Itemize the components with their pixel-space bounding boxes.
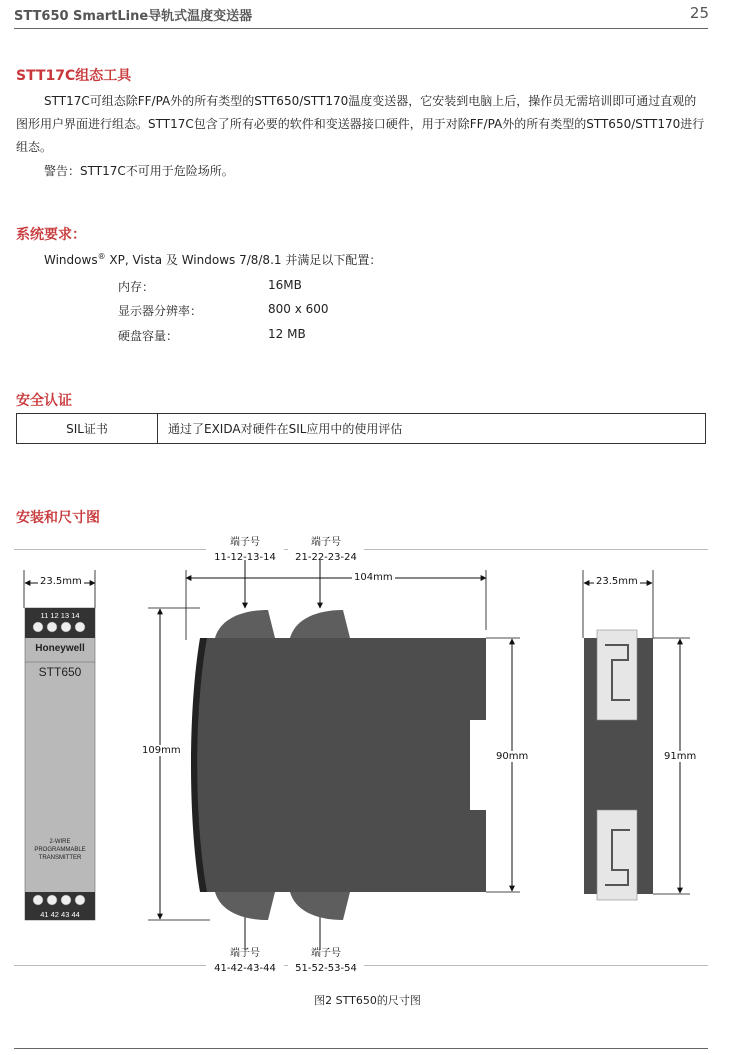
- req-label-display: 显示器分辨率：: [118, 304, 203, 318]
- side-view: [148, 560, 520, 950]
- dim-back-width: 23.5mm: [596, 576, 638, 587]
- sil-cert-text: 通过了EXIDA对硬件在SIL应用中的使用评估: [168, 422, 403, 436]
- front-top-terminal-numbers: 11 12 13 14: [40, 611, 80, 620]
- front-model: STT650: [38, 665, 82, 679]
- front-view: [24, 570, 95, 920]
- dim-back-height: 91mm: [664, 751, 697, 762]
- back-view: [583, 570, 690, 900]
- req-label-memory: 内存：: [118, 280, 155, 294]
- registered-mark: ®: [97, 252, 106, 261]
- page-number: 25: [689, 4, 709, 22]
- req-label-disk: 硬盘容量：: [118, 329, 179, 343]
- intro-windows: Windows: [44, 253, 98, 267]
- req-value-display: 800 x 600: [268, 302, 329, 316]
- terminal-label: 端子号: [230, 948, 260, 959]
- stt17c-description: STT17C可组态除FF/PA外的所有类型的STT650/STT170温度变送器，它安装到电脑上后，操作员无需培训即可通过直观的图形用户界面进行组态。STT17C包含了所有必要的软件和变送器接口硬件，用于对除FF/PA外的所有类型的STT650/STT170进行组态。: [16, 94, 705, 154]
- dim-side-height: 109mm: [142, 745, 181, 756]
- req-value-disk: 12 MB: [268, 327, 306, 341]
- terminal-label: 端子号: [311, 537, 341, 548]
- terminal-numbers: 21-22-23-24: [295, 552, 357, 563]
- front-description: [22, 838, 98, 862]
- dim-side-width: 104mm: [354, 572, 393, 583]
- terminal-numbers: 41-42-43-44: [214, 963, 276, 974]
- sil-cert-label: SIL证书: [17, 414, 158, 443]
- front-desc-line-2: PROGRAMMABLE: [34, 847, 86, 853]
- footer-divider: [14, 1048, 708, 1049]
- system-requirements-intro: [44, 251, 381, 268]
- terminal-numbers: 11-12-13-14: [214, 552, 276, 563]
- section-heading-stt17c: STT17C组态工具: [16, 68, 132, 84]
- figure-caption: 图2 STT650的尺寸图: [314, 994, 421, 1007]
- header-title: STT650 SmartLine导轨式温度变送器: [14, 9, 253, 24]
- dimension-drawing: [0, 560, 735, 960]
- terminal-label: 端子号: [311, 948, 341, 959]
- sil-cert-table: [16, 413, 706, 444]
- stt17c-warning: 警告：STT17C不可用于危险场所。: [44, 164, 234, 178]
- section-heading-dimensions: 安装和尺寸图: [16, 510, 100, 526]
- honeywell-logo: Honeywell: [35, 643, 85, 654]
- front-bottom-terminal-numbers: 41 42 43 44: [40, 910, 80, 919]
- front-desc-line-3: TRANSMITTER: [38, 855, 82, 861]
- terminal-numbers: 51-52-53-54: [295, 963, 357, 974]
- front-desc-line-1: 2-WIRE: [49, 839, 71, 845]
- dim-side-inner-height: 90mm: [496, 751, 529, 762]
- dim-front-width: 23.5mm: [40, 576, 82, 587]
- section-heading-system-requirements: 系统要求：: [16, 227, 86, 243]
- req-value-memory: 16MB: [268, 278, 302, 292]
- section-heading-safety-cert: 安全认证: [16, 393, 72, 409]
- header-divider: [14, 28, 708, 29]
- intro-versions: XP, Vista 及 Windows 7/8/8.1 并满足以下配置：: [105, 253, 382, 267]
- terminal-label: 端子号: [230, 537, 260, 548]
